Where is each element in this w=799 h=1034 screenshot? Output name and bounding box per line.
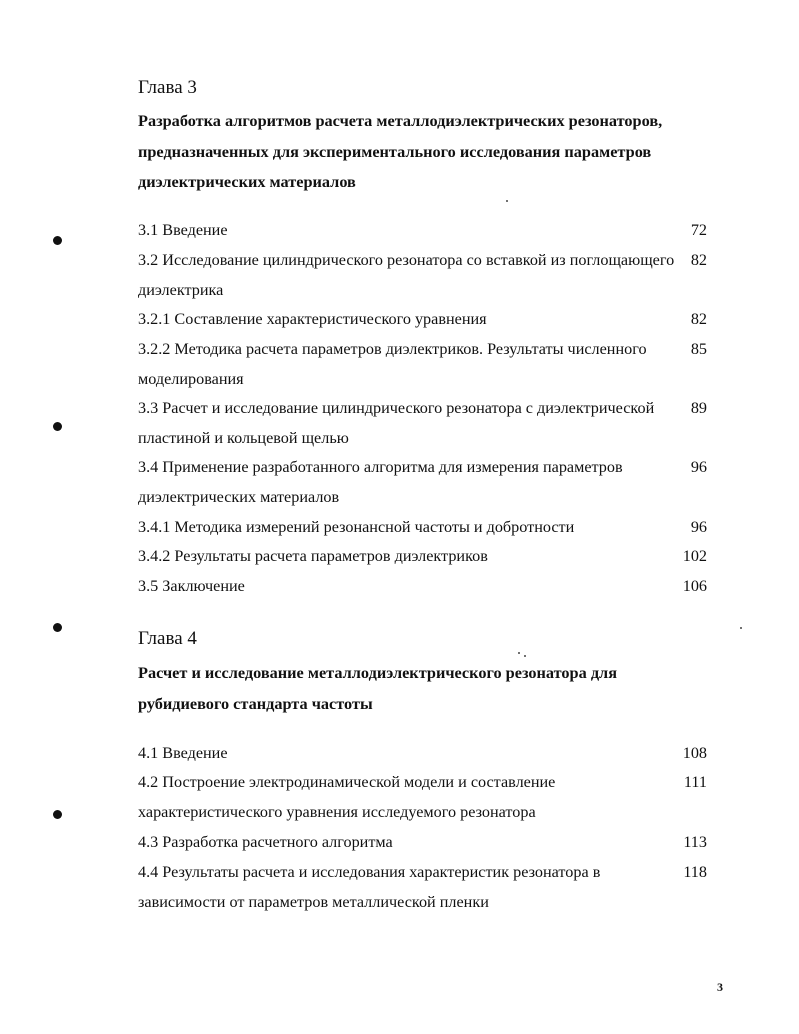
chapter-title: Глава 3 xyxy=(138,77,197,98)
toc-entry[interactable] xyxy=(138,739,713,769)
toc-entry-text: 3.2 Исследование цилиндрического резонатора со вставкой из поглощающего диэлектрика xyxy=(138,251,675,299)
toc-entry-page: 118 xyxy=(683,863,707,881)
toc-entry[interactable] xyxy=(138,513,713,543)
chapter-subtitle: Разработка алгоритмов расчета металлодиэлектрических резонаторов, предназначенных для экспериментального исследования параметров диэлектрических материалов xyxy=(138,111,663,191)
toc-entry[interactable] xyxy=(138,572,713,602)
toc-entry-text: 4.2 Построение электродинамической модели и составление характеристического уравнения исследуемого резонатора xyxy=(138,773,556,821)
toc-entry-page: 96 xyxy=(690,518,707,536)
toc-entry-text: 3.3 Расчет и исследование цилиндрического резонатора с диэлектрической пластиной и кольцевой щелью xyxy=(138,399,655,447)
toc-entry[interactable] xyxy=(138,335,713,394)
binder-hole xyxy=(53,422,62,431)
page-number: 3 xyxy=(717,980,723,994)
toc-entry-text: 3.1 Введение xyxy=(138,221,228,239)
scan-speck xyxy=(524,655,526,657)
toc-entry-text: 4.3 Разработка расчетного алгоритма xyxy=(138,833,393,851)
toc-entry[interactable] xyxy=(138,246,713,305)
toc-entry-page: 72 xyxy=(690,221,707,239)
toc-entry[interactable] xyxy=(138,858,713,917)
toc-entry[interactable] xyxy=(138,216,713,246)
toc-entry-page: 89 xyxy=(690,399,707,417)
toc-entry[interactable] xyxy=(138,768,713,827)
toc-entry-page: 96 xyxy=(690,458,707,476)
chapter-title: Глава 4 xyxy=(138,628,197,649)
binder-hole xyxy=(53,236,62,245)
binder-hole xyxy=(53,623,62,632)
toc-entry[interactable] xyxy=(138,305,713,335)
binder-hole xyxy=(53,810,62,819)
toc-entry-text: 3.4.2 Результаты расчета параметров диэлектриков xyxy=(138,547,488,565)
toc-entry-page: 113 xyxy=(683,833,707,851)
toc-entry-page: 111 xyxy=(683,773,707,791)
toc-entry-page: 106 xyxy=(682,577,707,595)
toc-entry-text: 3.4.1 Методика измерений резонансной частоты и добротности xyxy=(138,518,575,536)
toc-entry-text: 3.2.2 Методика расчета параметров диэлектриков. Результаты численного моделирования xyxy=(138,340,647,388)
toc-entry-page: 85 xyxy=(690,340,707,358)
toc-entry-page: 102 xyxy=(682,547,707,565)
toc-entry-page: 82 xyxy=(690,310,707,328)
scan-speck xyxy=(506,200,508,202)
toc-entry-text: 4.1 Введение xyxy=(138,744,228,762)
toc-entry[interactable] xyxy=(138,394,713,453)
scan-speck xyxy=(518,652,520,654)
toc-entry[interactable] xyxy=(138,542,713,572)
toc-entry-text: 4.4 Результаты расчета и исследования характеристик резонатора в зависимости от параметров металлической пленки xyxy=(138,863,601,911)
toc-entry-text: 3.5 Заключение xyxy=(138,577,245,595)
toc-entry-text: 3.2.1 Составление характеристического уравнения xyxy=(138,310,487,328)
scan-speck xyxy=(740,627,742,629)
toc-entry-page: 108 xyxy=(682,744,707,762)
toc-entry[interactable] xyxy=(138,453,713,512)
toc-entry-page: 82 xyxy=(690,251,707,269)
chapter-subtitle: Расчет и исследование металлодиэлектрического резонатора для рубидиевого стандарта частоты xyxy=(138,663,617,713)
toc-entry[interactable] xyxy=(138,828,713,858)
toc-entry-text: 3.4 Применение разработанного алгоритма для измерения параметров диэлектрических материалов xyxy=(138,458,623,506)
